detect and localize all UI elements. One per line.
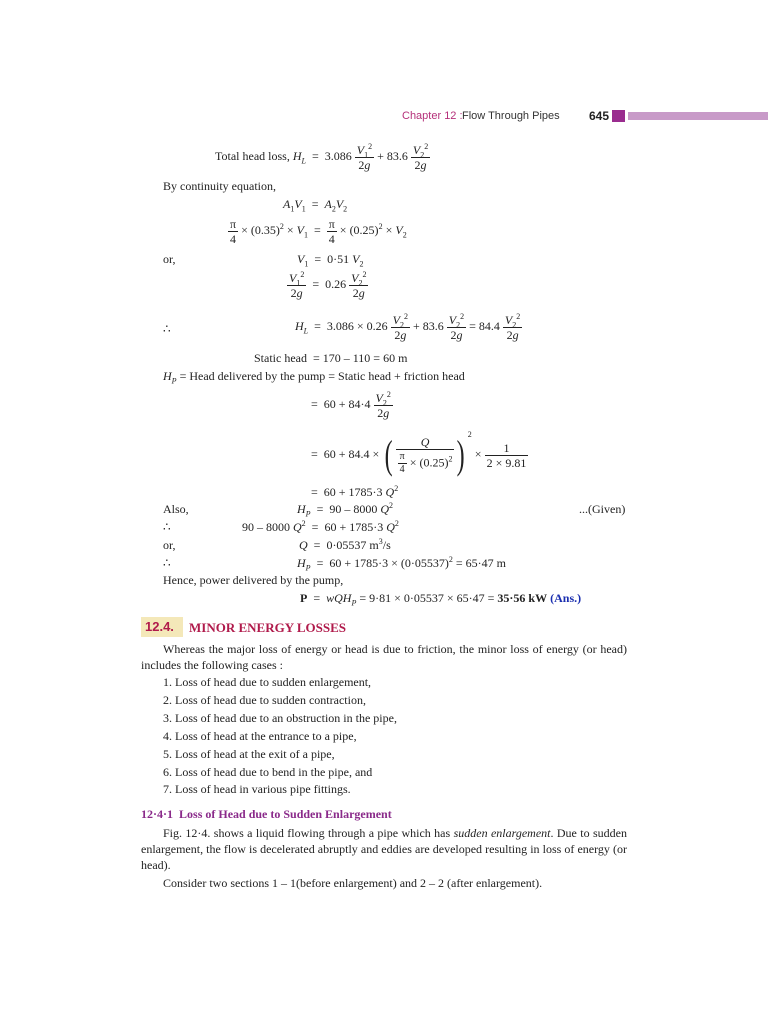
- continuity-eq: $A_1V_1 = A_2V_2$: [283, 197, 348, 214]
- chapter-title: Flow Through Pipes: [462, 110, 560, 122]
- or-label-1: or,: [163, 252, 176, 266]
- answer-tag: (Ans.): [550, 591, 582, 605]
- total-head-loss-label: Total head loss,: [215, 149, 290, 163]
- hp-given-eq: $H_P = 90 - 8000$ $Q^2$: [297, 501, 394, 519]
- total-head-loss-line: Total head loss, $H_L = 3.086$ $\frac{V_1^2}{2g}$ + 83.6 $\frac{V_2^2}{2g}$: [215, 141, 429, 172]
- hp-eq-3: = 60 + 1785·3 $Q^2$: [311, 484, 399, 499]
- section-number: 12.4.: [145, 619, 174, 634]
- solve-q-eq: 90 – 8000 $Q^2 = 60 + 1785\cdot 3$ $Q^2$: [242, 519, 399, 534]
- or-label-2: or,: [163, 538, 176, 552]
- subsection-title: Loss of Head due to Sudden Enlargement: [179, 807, 392, 821]
- section-title: MINOR ENERGY LOSSES: [189, 620, 346, 635]
- subsection-paragraph-1: Fig. 12·4. shows a liquid flowing through a pipe which has sudden enlargement. Due to sudden enlargement, the flow is decelerated abruptly and eddies are developed resulting in loss of energy (or head).: [141, 826, 627, 872]
- subsection-heading: [141, 807, 392, 822]
- list-item: 6. Loss of head due to bend in the pipe, and: [163, 765, 373, 779]
- list-item: 3. Loss of head due to an obstruction in the pipe,: [163, 711, 397, 725]
- section-intro: Whereas the major loss of energy or head is due to friction, the minor loss of energy (or head) includes the following cases :: [141, 642, 627, 672]
- v-ratio-eq: $\frac{V_1^2}{2g}$ = 0.26 $\frac{V_2^2}{2g}$: [289, 269, 367, 300]
- power-calc: = 9·81 × 0·05537 × 65·47 =: [359, 591, 495, 605]
- power-result: 35·56 kW: [497, 591, 548, 605]
- list-item: 4. Loss of head at the entrance to a pipe,: [163, 729, 357, 743]
- therefore-3: ∴: [163, 556, 171, 570]
- hp-eq-1: = 60 + 84·4 $\frac{V_2^2}{2g}$: [311, 389, 391, 420]
- static-head-rhs: = 170 – 110 = 60 m: [312, 351, 408, 365]
- page-number: 645: [589, 109, 610, 123]
- subsection-number: 12·4·1: [141, 807, 174, 821]
- hence-line: Hence, power delivered by the pump,: [163, 573, 344, 587]
- continuity-intro: By continuity equation,: [163, 179, 276, 193]
- subsection-paragraph-2: Consider two sections 1 – 1(before enlargement) and 2 – 2 (after enlargement).: [163, 876, 543, 890]
- chapter-label: Chapter 12 :: [402, 110, 463, 122]
- static-head-label: Static head: [254, 351, 307, 365]
- area-eq: $\frac{\pi}{4}$ × $(0.35)^2 \times V_1$ = $\frac{\pi}{4}$ × $(0.25)^2 \times V_2$: [230, 216, 407, 246]
- header-square: [612, 110, 625, 122]
- hp-eq-2: = 60 + 84.4 × ( Q $\frac{\pi}{4}$ × $(0.25)^2$ ) $^2$ × $\frac{1}{2 \times 9.81}$: [311, 430, 527, 478]
- power-eq: P = wQH$_P$ = 9·81 × 0·05537 × 65·47 = 35·56 kW (Ans.): [300, 591, 582, 608]
- therefore-2: ∴: [163, 520, 171, 534]
- hp-definition: $H_P$ = Head delivered by the pump = Static head + friction head: [163, 369, 465, 386]
- list-item: 7. Loss of head in various pipe fittings.: [163, 782, 351, 796]
- q-value-eq: Q = 0·05537 $m^3/s$: [299, 537, 391, 552]
- static-head-line: [254, 351, 407, 366]
- list-item: 5. Loss of head at the exit of a pipe,: [163, 747, 335, 761]
- header-bar: [628, 112, 768, 120]
- hp-value-eq: $H_P = 60 + 1785\cdot 3 \times (0\cdot 05537)^2 = 65\cdot 47$ m: [297, 555, 506, 573]
- given-label: ...(Given): [579, 502, 626, 516]
- hl-eq: $H_L = 3.086 \times 0.26$ $\frac{V_2^2}{2g}$ + 83.6 $\frac{V_2^2}{2g}$ = 84.4 $\frac{V_2^2}{2g}$: [295, 311, 521, 342]
- also-label: Also,: [163, 502, 189, 516]
- list-item: 2. Loss of head due to sudden contraction,: [163, 693, 366, 707]
- v1-eq: $V_1 = 0\cdot 51$ $V_2$: [297, 252, 364, 269]
- therefore-1: ∴: [163, 322, 171, 336]
- list-item: 1. Loss of head due to sudden enlargement,: [163, 675, 372, 689]
